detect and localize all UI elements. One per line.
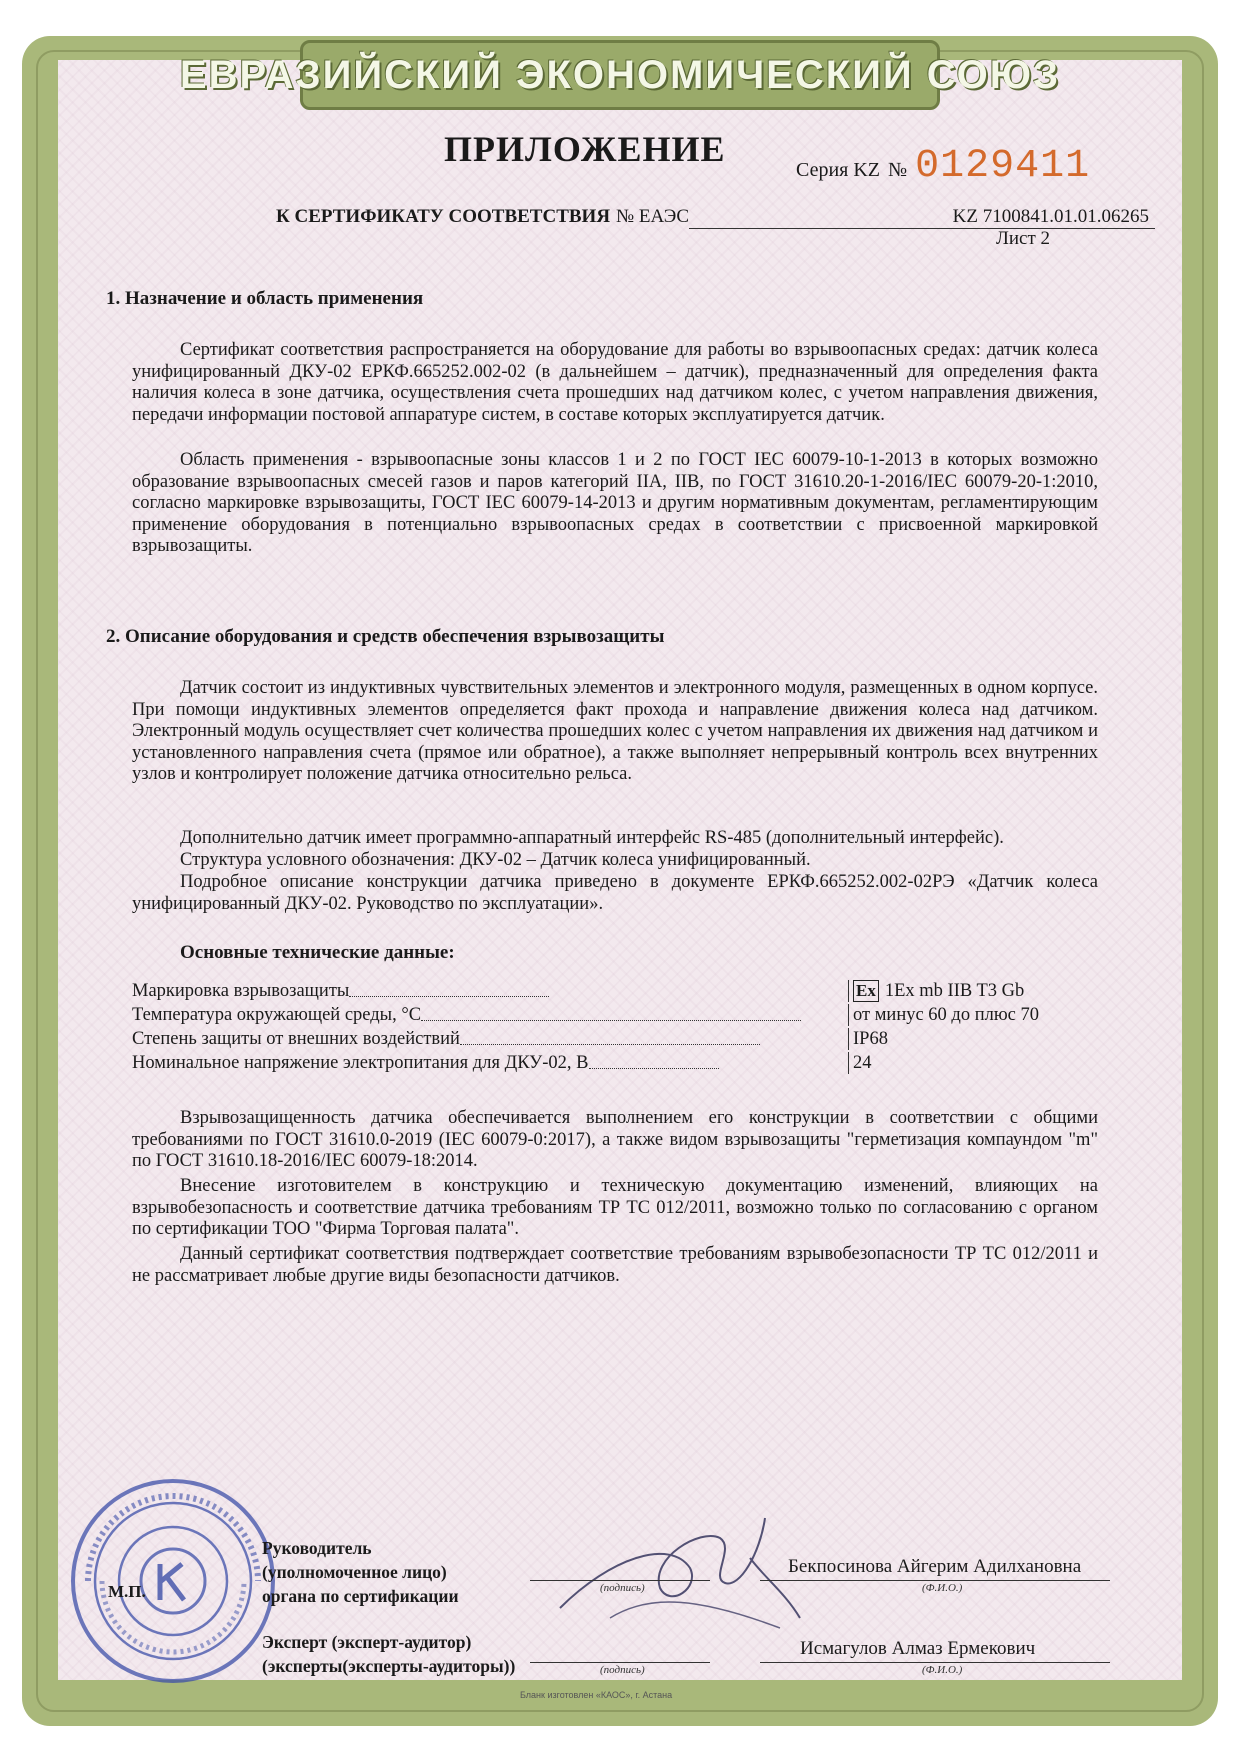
union-banner-text: ЕВРАЗИЙСКИЙ ЭКОНОМИЧЕСКИЙ СОЮЗ	[179, 52, 1061, 97]
section-2-paragraph-7: Данный сертификат соответствия подтверждает соответствие требованиям взрывобезопасности ТР ТС 012/2011 и не рассматривает любые другие виды безопасности датчиков.	[132, 1244, 1098, 1286]
spec-value	[848, 980, 1024, 1002]
expert-name: Исмагулов Алмаз Ермекович	[800, 1638, 1036, 1659]
expert-signature-caption: (подпись)	[600, 1664, 645, 1676]
spec-value: 24	[848, 1052, 872, 1074]
spec-key: Температура окружающей среды, °С	[132, 1005, 422, 1025]
sheet-number: Лист 2	[996, 228, 1051, 249]
head-name: Бекпосинова Айгерим Адилхановна	[788, 1556, 1082, 1577]
spec-row	[132, 1002, 1092, 1026]
series-block	[796, 144, 1090, 189]
spec-leader	[589, 1067, 719, 1069]
head-name-caption: (Ф.И.О.)	[922, 1582, 963, 1594]
spec-row	[132, 978, 1092, 1002]
section-2-paragraph-4: Подробное описание конструкции датчика приведено в документе ЕРКФ.665252.002-02РЭ «Датчик колеса унифицированный ДКУ-02. Руководство по эксплуатации».	[132, 872, 1098, 914]
expert-role-line: Эксперт (эксперт-аудитор)	[262, 1632, 472, 1652]
section-2-heading: 2. Описание оборудования и средств обеспечения взрывозащиты	[106, 626, 665, 647]
spec-value-text: 1Ex mb IIB T3 Gb	[884, 981, 1025, 1001]
specs-heading: Основные технические данные:	[180, 942, 455, 963]
head-role-line: (уполномоченное лицо)	[262, 1562, 447, 1582]
expert-role-line: (эксперты(эксперты-аудиторы))	[262, 1656, 516, 1676]
spec-leader	[349, 995, 549, 997]
document-title: ПРИЛОЖЕНИЕ	[444, 129, 726, 169]
certificate-number: KZ 7100841.01.01.06265	[689, 206, 1155, 229]
spec-value: от минус 60 до плюс 70	[848, 1004, 1039, 1026]
expert-name-line	[760, 1662, 1110, 1663]
expert-signature-line	[530, 1662, 710, 1663]
section-2-paragraph-2: Дополнительно датчик имеет программно-аппаратный интерфейс RS-485 (дополнительный интерфейс).	[180, 828, 1004, 848]
section-1-paragraph-1: Сертификат соответствия распространяется на оборудование для работы во взрывоопасных средах: датчик колеса унифицированный ДКУ-02 ЕРКФ.665252.002-02 (в дальнейшем – датчик), предназначенный для определения факта наличия колеса в зоне датчика, осуществления счета прошедших над датчиком колес, с учетом направления движения, передачи информации постовой аппаратуре систем, в составе которых эксплуатируется датчик.	[132, 340, 1098, 425]
section-1-paragraph-2: Область применения - взрывоопасные зоны классов 1 и 2 по ГОСТ IEC 60079-10-1-2013 в которых возможно образование взрывоопасных смесей газов и паров категорий IIA, IIB, по ГОСТ 31610.20-1-2016/IEC 60079-20-1:2010, согласно маркировке взрывозащиты, ГОСТ IEC 60079-14-2013 и другим нормативным документам, регламентирующим применение оборудования в потенциально взрывоопасных средах в соответствии с присвоенной маркировкой взрывозащиты.	[132, 450, 1098, 556]
series-label: Серия KZ	[796, 159, 881, 181]
union-banner	[179, 40, 1061, 110]
stamp-place-label: М.П.	[108, 1582, 146, 1601]
spec-leader	[421, 1019, 801, 1021]
spec-row	[132, 1026, 1092, 1050]
head-name-line	[760, 1580, 1110, 1581]
series-no-sign: №	[888, 159, 908, 181]
section-2-paragraph-3: Структура условного обозначения: ДКУ-02 – Датчик колеса унифицированный.	[180, 850, 811, 870]
spec-row	[132, 1050, 1092, 1074]
certificate-reference	[276, 206, 1155, 229]
spec-key: Маркировка взрывозащиты	[132, 981, 350, 1001]
series-number: 0129411	[915, 144, 1091, 189]
spec-key: Степень защиты от внешних воздействий	[132, 1029, 460, 1049]
printer-note: Бланк изготовлен «КАОС», г. Астана	[520, 1690, 673, 1700]
spec-leader	[460, 1043, 760, 1045]
section-2-paragraph-1: Датчик состоит из индуктивных чувствительных элементов и электронного модуля, размещенных в одном корпусе. При помощи индуктивных элементов определяется факт прохода и направление движения колеса над датчиком. Электронный модуль осуществляет счет количества прошедших колес с учетом направления их движения над датчиком и установленного направления счета (прямое или обратное), а также выполняет непрерывный контроль всех внутренних узлов и контролирует положение датчика относительно рельса.	[132, 678, 1098, 784]
section-1-heading: 1. Назначение и область применения	[106, 288, 424, 309]
ex-mark-icon: Ex	[853, 980, 879, 1002]
head-role	[262, 1536, 459, 1608]
spec-value: IP68	[848, 1028, 888, 1050]
certificate-prefix: № ЕАЭС	[616, 206, 689, 227]
section-2-paragraph-6: Внесение изготовителем в конструкцию и техническую документацию изменений, влияющих на взрывобезопасность и соответствие датчика требованиям ТР ТС 012/2011, возможно только по согласованию с органом по сертификации ТОО "Фирма Торговая палата".	[132, 1176, 1098, 1239]
head-signature-caption: (подпись)	[600, 1582, 645, 1594]
expert-role	[262, 1630, 515, 1678]
certificate-label: К СЕРТИФИКАТУ СООТВЕТСТВИЯ	[276, 206, 611, 227]
head-signature-line	[530, 1580, 710, 1581]
spec-key: Номинальное напряжение электропитания для ДКУ-02, В	[132, 1053, 589, 1073]
expert-name-caption: (Ф.И.О.)	[922, 1664, 963, 1676]
section-2-paragraph-5: Взрывозащищенность датчика обеспечивается выполнением его конструкции в соответствии с общими требованиями по ГОСТ 31610.0-2019 (IEC 60079-0:2017), а также видом взрывозащиты "герметизация компаундом "m" по ГОСТ 31610.18-2016/IEC 60079-18:2014.	[132, 1108, 1098, 1171]
head-role-line: органа по сертификации	[262, 1586, 459, 1606]
head-role-line: Руководитель	[262, 1538, 372, 1558]
seal-stamp-icon	[68, 1476, 278, 1686]
handwritten-signature	[550, 1498, 810, 1638]
